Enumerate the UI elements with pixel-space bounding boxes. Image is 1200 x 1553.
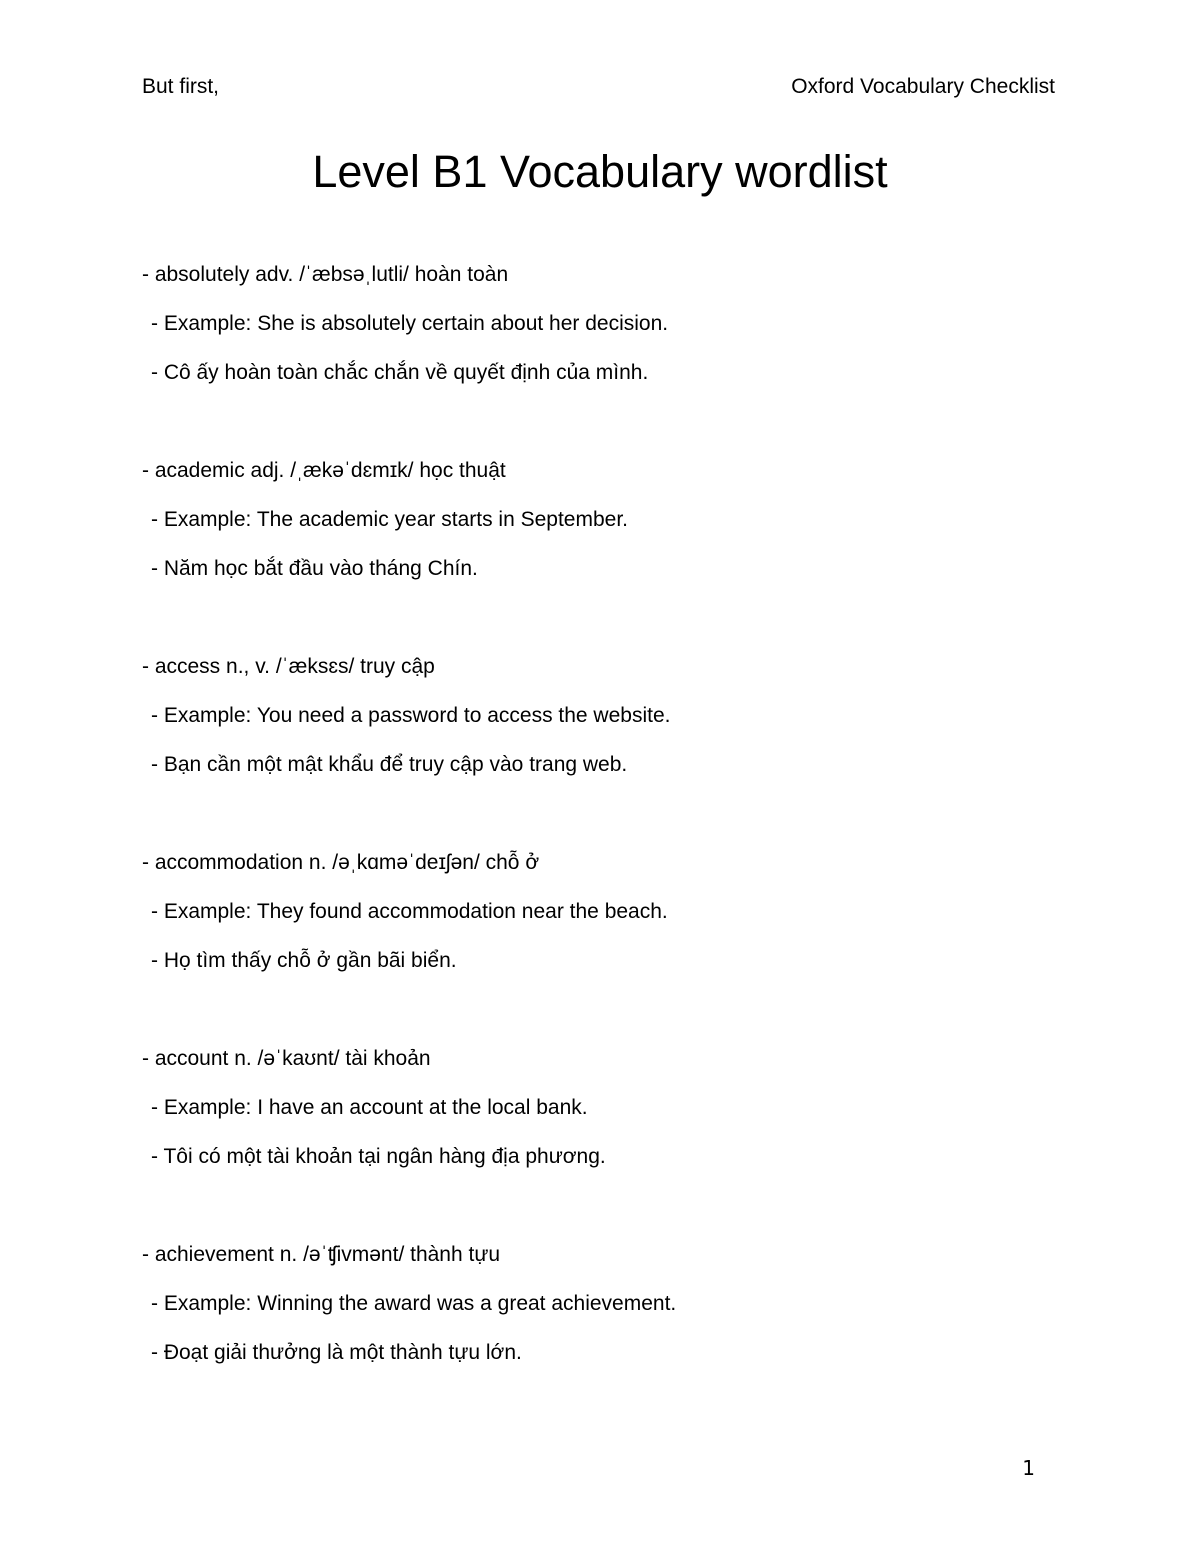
entry-example: - Example: She is absolutely certain about her decision.	[151, 312, 669, 335]
entry-headword: - achievement n. /əˈʧivmənt/ thành tựu	[142, 1243, 501, 1266]
vocabulary-entry	[142, 1046, 1062, 1242]
page-number: 1	[1022, 1456, 1035, 1480]
entry-example: - Example: You need a password to access the website.	[151, 704, 671, 727]
vocabulary-entry	[142, 262, 1062, 458]
vocabulary-entry	[142, 1242, 1062, 1438]
entry-headword: - accommodation n. /əˌkɑməˈdeɪʃən/ chỗ ở	[142, 851, 540, 874]
entry-example: - Example: I have an account at the local bank.	[151, 1096, 588, 1119]
vocabulary-list	[142, 262, 1062, 1438]
entry-headword: - account n. /əˈkaʊnt/ tài khoản	[142, 1047, 431, 1070]
entry-headword: - access n., v. /ˈæksɛs/ truy cập	[142, 655, 435, 678]
entry-translation: - Cô ấy hoàn toàn chắc chắn về quyết định của mình.	[151, 361, 649, 384]
header-left-text: But first,	[142, 75, 220, 98]
entry-example: - Example: Winning the award was a great achievement.	[151, 1292, 677, 1315]
page-title: Level B1 Vocabulary wordlist	[312, 146, 888, 197]
entry-headword: - absolutely adv. /ˈæbsəˌlutli/ hoàn toàn	[142, 263, 509, 286]
entry-translation: - Đoạt giải thưởng là một thành tựu lớn.	[151, 1341, 522, 1364]
header-right-text: Oxford Vocabulary Checklist	[791, 75, 1055, 98]
vocabulary-entry	[142, 654, 1062, 850]
entry-translation: - Bạn cần một mật khẩu để truy cập vào trang web.	[151, 753, 628, 776]
entry-headword: - academic adj. /ˌækəˈdɛmɪk/ học thuật	[142, 459, 506, 482]
vocabulary-entry	[142, 458, 1062, 654]
entry-translation: - Tôi có một tài khoản tại ngân hàng địa phương.	[151, 1145, 606, 1168]
entry-translation: - Họ tìm thấy chỗ ở gần bãi biển.	[151, 949, 457, 972]
vocabulary-entry	[142, 850, 1062, 1046]
entry-translation: - Năm học bắt đầu vào tháng Chín.	[151, 557, 478, 580]
entry-example: - Example: The academic year starts in September.	[151, 508, 628, 531]
entry-example: - Example: They found accommodation near the beach.	[151, 900, 668, 923]
